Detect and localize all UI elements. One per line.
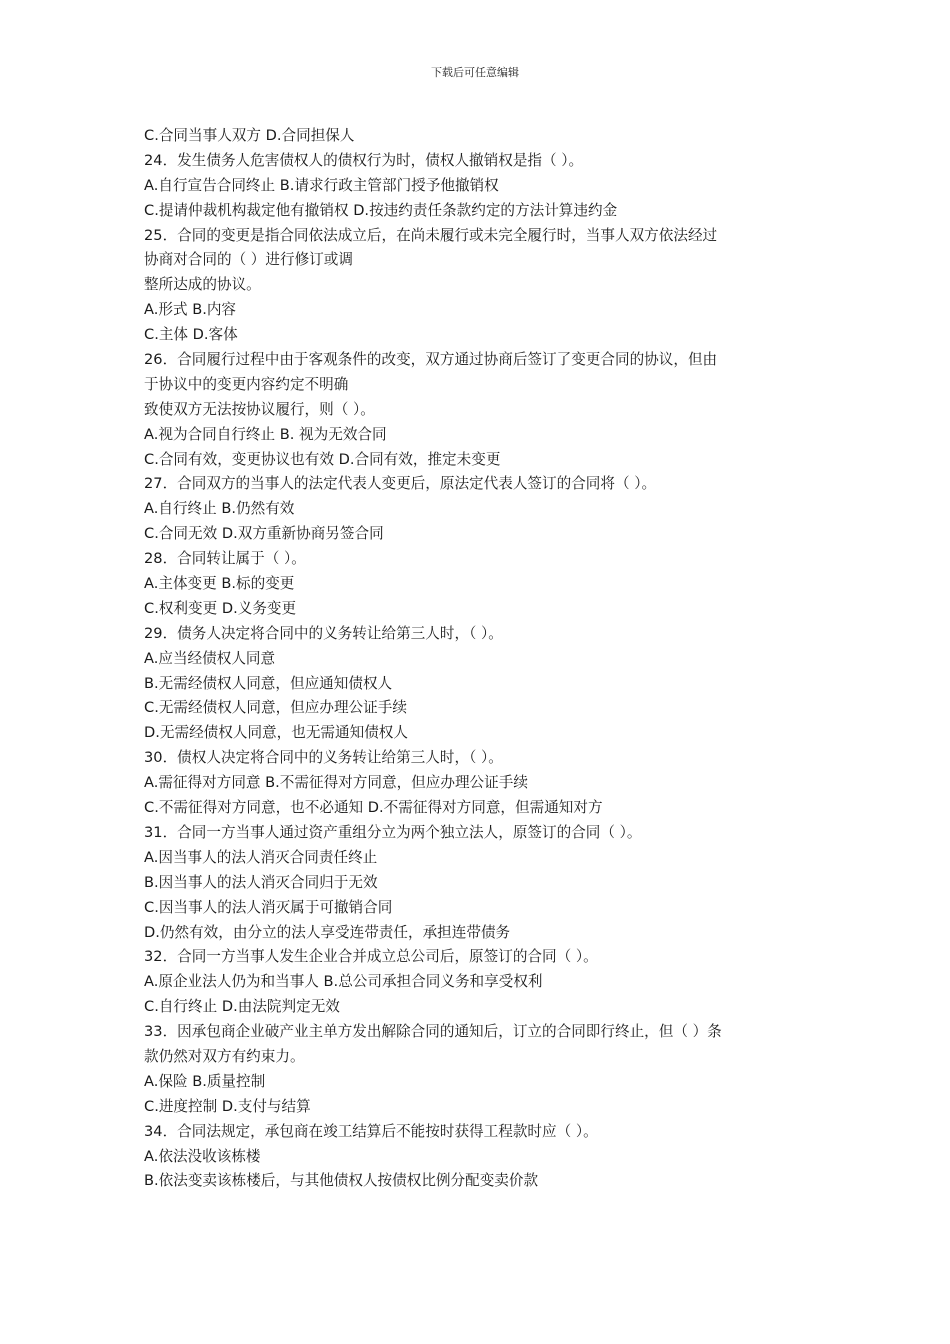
text-line: 于协议中的变更内容约定不明确 [144,375,349,393]
question-26: 26．合同履行过程中由于客观条件的改变，双方通过协商后签订了变更合同的协议，但由 [144,351,718,369]
page-header: 下载后可任意编辑 [431,66,519,79]
text-line: C.因当事人的法人消灭属于可撤销合同 [144,898,393,916]
text-line: C.合同有效，变更协议也有效 D.合同有效，推定未变更 [144,450,501,468]
text-line: A.应当经债权人同意 [144,649,276,667]
text-line: C.提请仲裁机构裁定他有撤销权 D.按违约责任条款约定的方法计算违约金 [144,201,618,219]
document-body [144,124,812,1194]
text-line: A.因当事人的法人消灭合同责任终止 [144,848,378,866]
text-line: A.形式 B.内容 [144,301,237,319]
text-line: A.依法没收该栋楼 [144,1147,261,1165]
question-28: 28．合同转让属于（ ）。 [144,550,306,568]
text-line: C.不需征得对方同意，也不必通知 D.不需征得对方同意，但需通知对方 [144,799,603,817]
text-line: C.权利变更 D.义务变更 [144,599,297,617]
text-line: A.需征得对方同意 B.不需征得对方同意，但应办理公证手续 [144,774,528,792]
text-line: B.无需经债权人同意，但应通知债权人 [144,674,393,692]
text-line: C.合同无效 D.双方重新协商另签合同 [144,525,384,543]
text-line: D.仍然有效，由分立的法人享受连带责任，承担连带债务 [144,923,511,941]
text-line: C.主体 D.客体 [144,326,238,344]
text-line: A.原企业法人仍为和当事人 B.总公司承担合同义务和享受权利 [144,973,543,991]
text-line: 协商对合同的（ ）进行修订或调 [144,251,353,269]
text-line: C.无需经债权人同意，但应办理公证手续 [144,699,407,717]
question-33: 33．因承包商企业破产业主单方发出解除合同的通知后，订立的合同即行终止，但（ ）条 [144,1023,722,1041]
question-24: 24．发生债务人危害债权人的债权行为时，债权人撤销权是指（ ）。 [144,151,584,169]
question-27: 27．合同双方的当事人的法定代表人变更后，原法定代表人签订的合同将（ ）。 [144,475,657,493]
question-29: 29．债务人决定将合同中的义务转让给第三人时，（ ）。 [144,624,503,642]
text-line: A.保险 B.质量控制 [144,1072,266,1090]
text-line: B.因当事人的法人消灭合同归于无效 [144,873,378,891]
text-line: B.依法变卖该栋楼后，与其他债权人按债权比例分配变卖价款 [144,1172,539,1190]
text-line: 款仍然对双方有约束力。 [144,1047,305,1065]
text-line: A.自行宣告合同终止 B.请求行政主管部门授予他撤销权 [144,176,499,194]
text-line: D.无需经债权人同意，也无需通知债权人 [144,724,408,742]
text-line: C.自行终止 D.由法院判定无效 [144,998,340,1016]
text-line: C.进度控制 D.支付与结算 [144,1097,311,1115]
question-31: 31．合同一方当事人通过资产重组分立为两个独立法人，原签订的合同（ ）。 [144,823,642,841]
text-line: A.自行终止 B.仍然有效 [144,500,295,518]
question-32: 32．合同一方当事人发生企业合并成立总公司后，原签订的合同（ ）。 [144,948,598,966]
text-line: C.合同当事人双方 D.合同担保人 [144,127,355,144]
question-25: 25．合同的变更是指合同依法成立后，在尚未履行或未完全履行时，当事人双方依法经过 [144,226,718,244]
text-line: A.视为合同自行终止 B. 视为无效合同 [144,425,387,443]
question-30: 30．债权人决定将合同中的义务转让给第三人时，（ ）。 [144,749,503,767]
text-line: 致使双方无法按协议履行，则（ ）。 [144,400,375,418]
text-line: 整所达成的协议。 [144,276,261,294]
text-line: A.主体变更 B.标的变更 [144,575,295,593]
question-34: 34．合同法规定，承包商在竣工结算后不能按时获得工程款时应（ ）。 [144,1122,598,1140]
